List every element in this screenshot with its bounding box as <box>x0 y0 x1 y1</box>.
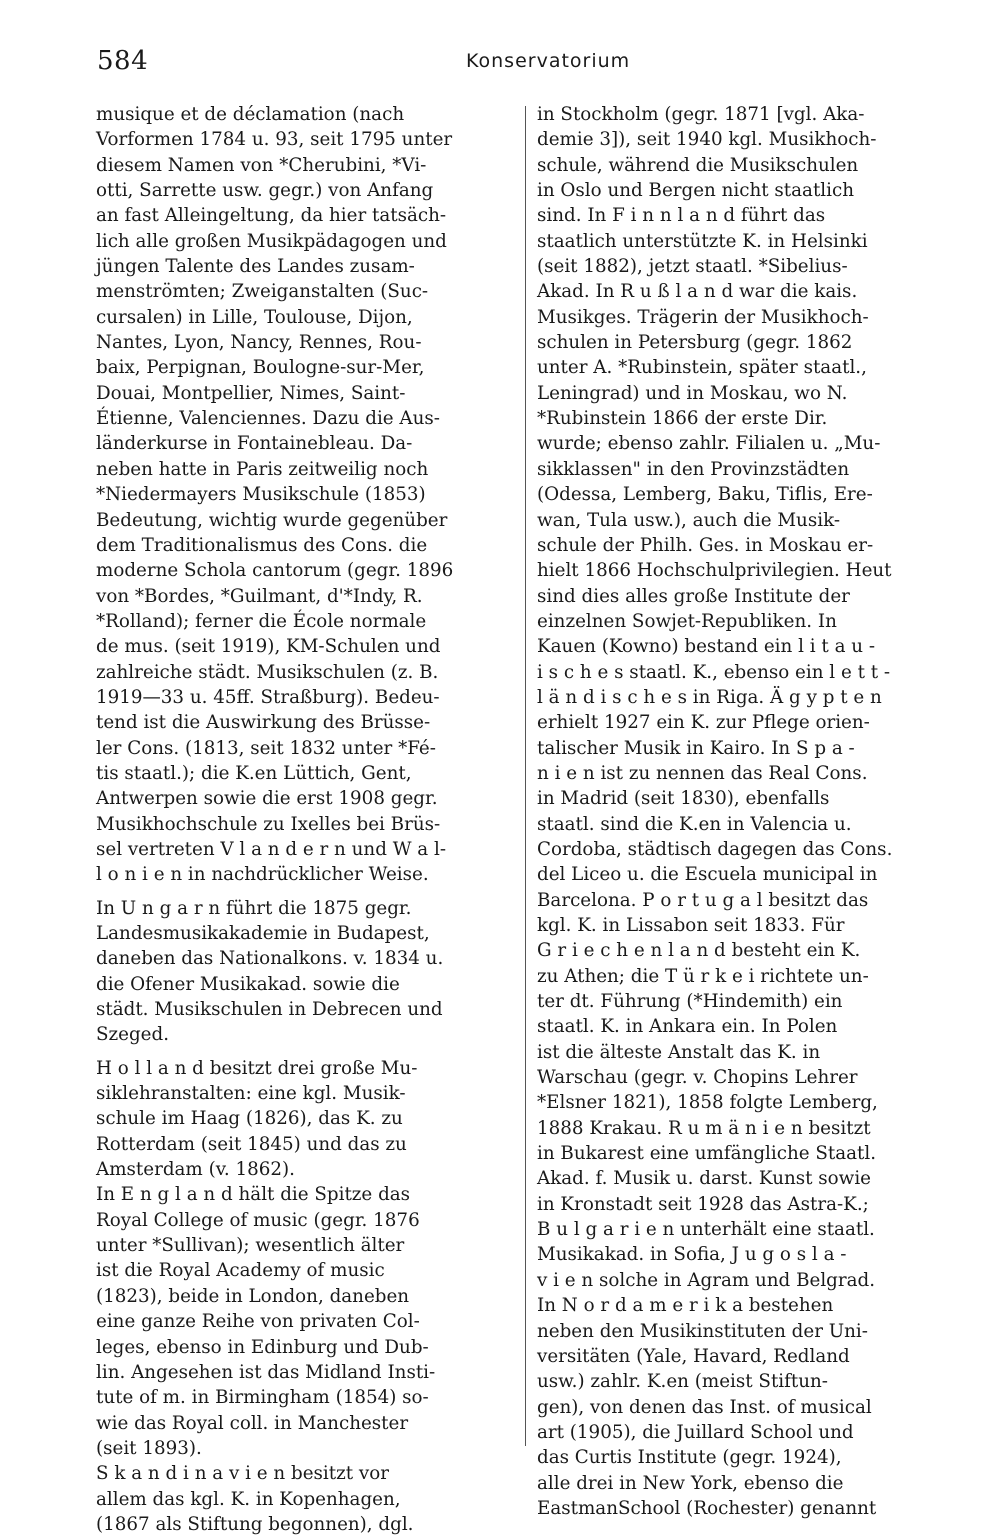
text-line: gen), von denen das Inst. of musical <box>537 1396 872 1418</box>
text-line: versitäten (Yale, Havard, Redland <box>537 1345 850 1367</box>
paragraph-gap <box>96 888 526 896</box>
right-column <box>537 102 955 1521</box>
text-line: sind. In F i n n l a n d führt das <box>537 205 826 227</box>
text-line: menströmten; Zweiganstalten (Suc- <box>96 281 429 303</box>
text-line: staatlich unterstützte K. in Helsinki <box>537 230 868 252</box>
text-line: Vorformen 1784 u. 93, seit 1795 unter <box>96 129 453 151</box>
text-line: an fast Alleingeltung, da hier tatsäch- <box>96 205 447 227</box>
text-line: neben hatte in Paris zeitweilig noch <box>96 458 429 480</box>
text-line: 1919—33 u. 45ff. Straßburg). Bedeu- <box>96 686 440 708</box>
text-line: städt. Musikschulen in Debrecen und <box>96 999 443 1021</box>
text-line: Warschau (gegr. v. Chopins Lehrer <box>537 1067 858 1089</box>
text-line: Szeged. <box>96 1024 170 1046</box>
text-line: das Curtis Institute (gegr. 1924), <box>537 1447 842 1469</box>
text-line: daneben das Nationalkons. v. 1834 u. <box>96 948 444 970</box>
text-line: wie das Royal coll. in Manchester <box>96 1412 409 1434</box>
text-line: Douai, Montpellier, Nimes, Saint- <box>96 382 406 404</box>
text-line: de mus. (seit 1919), KM-Schulen und <box>96 636 441 658</box>
text-line: Kauen (Kowno) bestand ein l i t a u - <box>537 636 876 658</box>
text-line: von *Bordes, *Guilmant, d'*Indy, R. <box>96 585 423 607</box>
left-column <box>96 102 526 1537</box>
text-line: unter *Sullivan); wesentlich älter <box>96 1235 405 1257</box>
text-line: musique et de déclamation (nach <box>96 104 405 125</box>
text-line: EastmanSchool (Rochester) genannt <box>537 1497 877 1519</box>
text-line: cursalen) in Lille, Toulouse, Dijon, <box>96 306 413 328</box>
text-line: del Liceo u. die Escuela municipal in <box>537 864 878 886</box>
text-line: *Elsner 1821), 1858 folgte Lemberg, <box>537 1092 878 1114</box>
text-line: erhielt 1927 ein K. zur Pflege orien- <box>537 712 870 734</box>
text-line: *Rubinstein 1866 der erste Dir. <box>537 408 828 430</box>
text-line: (seit 1893). <box>96 1437 202 1459</box>
text-line: tis staatl.); die K.en Lüttich, Gent, <box>96 762 412 784</box>
text-line: (1867 als Stiftung begonnen), dgl. <box>96 1513 414 1535</box>
text-line: alle drei in New York, ebenso die <box>537 1472 844 1494</box>
text-line: wurde; ebenso zahlr. Filialen u. „Mu- <box>537 433 881 455</box>
text-line: schulen in Petersburg (gegr. 1862 <box>537 332 853 354</box>
text-line: allem das kgl. K. in Kopenhagen, <box>96 1488 401 1510</box>
text-line: Akad. f. Musik u. darst. Kunst sowie <box>537 1168 871 1190</box>
text-line: neben den Musikinstituten der Uni- <box>537 1320 868 1342</box>
text-line: staatl. K. in Ankara ein. In Polen <box>537 1016 838 1038</box>
text-line: Amsterdam (v. 1862). <box>96 1159 295 1181</box>
text-line: tend ist die Auswirkung des Brüsse- <box>96 712 431 734</box>
paragraph-gap <box>96 1048 526 1056</box>
text-line: ler Cons. (1813, seit 1832 unter *Fé- <box>96 737 436 759</box>
text-line: moderne Schola cantorum (gegr. 1896 <box>96 560 454 582</box>
text-line: In N o r d a m e r i k a bestehen <box>537 1295 834 1317</box>
column-divider <box>525 106 526 1446</box>
text-line: Étienne, Valenciennes. Dazu die Aus- <box>96 408 440 430</box>
text-line: i s c h e s staatl. K., ebenso ein l e t t - <box>537 661 891 683</box>
text-line: Barcelona. P o r t u g a l besitzt das <box>537 889 869 911</box>
text-line: lich alle großen Musikpädagogen und <box>96 230 447 252</box>
text-line: Musikges. Trägerin der Musikhoch- <box>537 306 869 328</box>
page-number: 584 <box>97 46 149 76</box>
text-line: l o n i e n in nachdrücklicher Weise. <box>96 864 429 886</box>
text-line: *Rolland); ferner die École normale <box>96 610 427 632</box>
text-line: demie 3]), seit 1940 kgl. Musikhoch- <box>537 129 877 151</box>
text-line: unter A. *Rubinstein, später staatl., <box>537 357 867 379</box>
text-line: talischer Musik in Kairo. In S p a - <box>537 737 855 759</box>
text-line: in Kronstadt seit 1928 das Astra-K.; <box>537 1193 869 1215</box>
text-line: Bedeutung, wichtig wurde gegenüber <box>96 509 448 531</box>
text-line: Akad. In R u ß l a n d war die kais. <box>537 281 858 303</box>
text-line: n i e n ist zu nennen das Real Cons. <box>537 762 868 784</box>
text-line: tute of m. in Birmingham (1854) so- <box>96 1387 429 1409</box>
text-line: Musikakad. in Sofia, J u g o s l a - <box>537 1244 847 1266</box>
text-line: Landesmusikakademie in Budapest, <box>96 923 430 944</box>
text-line: sind dies alles große Institute der <box>537 585 850 607</box>
text-line: (Odessa, Lemberg, Baku, Tiflis, Ere- <box>537 484 873 506</box>
text-line: wan, Tula usw.), auch die Musik- <box>537 509 840 531</box>
running-title: Konservatorium <box>466 50 631 72</box>
text-line: art (1905), die Juillard School und <box>537 1421 854 1443</box>
text-line: ter dt. Führung (*Hindemith) ein <box>537 991 843 1013</box>
text-line: staatl. sind die K.en in Valencia u. <box>537 813 852 835</box>
text-line: baix, Perpignan, Boulogne-sur-Mer, <box>96 357 425 379</box>
text-line: Antwerpen sowie die erst 1908 gegr. <box>96 788 438 810</box>
text-line: Nantes, Lyon, Nancy, Rennes, Rou- <box>96 332 422 354</box>
text-line: usw.) zahlr. K.en (meist Stiftun- <box>537 1371 828 1393</box>
text-line: Royal College of music (gegr. 1876 <box>96 1209 420 1231</box>
text-line: l ä n d i s c h e s in Riga. Ä g y p t e n <box>537 686 882 708</box>
text-line: zu Athen; die T ü r k e i richtete un- <box>537 965 869 987</box>
text-line: In E n g l a n d hält die Spitze das <box>96 1184 411 1206</box>
text-line: schule der Philh. Ges. in Moskau er- <box>537 534 874 556</box>
text-line: Musikhochschule zu Ixelles bei Brüs- <box>96 813 441 835</box>
text-line: Cordoba, städtisch dagegen das Cons. <box>537 838 893 860</box>
text-line: in Oslo und Bergen nicht staatlich <box>537 180 854 202</box>
text-line: 1888 Krakau. R u m ä n i e n besitzt <box>537 1117 871 1139</box>
text-line: (seit 1882), jetzt staatl. *Sibelius- <box>537 256 848 278</box>
text-line: (1823), beide in London, daneben <box>96 1285 410 1307</box>
text-line: lin. Angesehen ist das Midland Insti- <box>96 1361 436 1383</box>
text-line: sikklassen" in den Provinzstädten <box>537 458 850 480</box>
text-line: *Niedermayers Musikschule (1853) <box>96 484 426 506</box>
text-line: sel vertreten V l a n d e r n und W a l- <box>96 838 447 860</box>
text-line: ist die älteste Anstalt das K. in <box>537 1041 821 1063</box>
text-line: die Ofener Musikakad. sowie die <box>96 973 400 995</box>
text-line: in Madrid (seit 1830), ebenfalls <box>537 788 830 810</box>
text-line: schule, während die Musikschulen <box>537 154 859 176</box>
text-line: zahlreiche städt. Musikschulen (z. B. <box>96 661 439 683</box>
text-line: in Bukarest eine umfängliche Staatl. <box>537 1143 877 1165</box>
text-line: hielt 1866 Hochschulprivilegien. Heut <box>537 560 892 582</box>
text-line: länderkurse in Fontainebleau. Da- <box>96 433 413 455</box>
text-line: B u l g a r i e n unterhält eine staatl. <box>537 1219 875 1241</box>
text-line: jüngen Talente des Landes zusam- <box>96 256 415 278</box>
text-line: otti, Sarrette usw. gegr.) von Anfang <box>96 180 434 202</box>
text-line: dem Traditionalismus des Cons. die <box>96 534 428 556</box>
text-line: siklehranstalten: eine kgl. Musik- <box>96 1083 406 1105</box>
text-line: kgl. K. in Lissabon seit 1833. Für <box>537 915 845 936</box>
text-line: S k a n d i n a v i e n besitzt vor <box>96 1463 389 1485</box>
text-line: leges, ebenso in Edinburg und Dub- <box>96 1336 429 1358</box>
text-line: H o l l a n d besitzt drei große Mu- <box>96 1057 418 1079</box>
text-line: in Stockholm (gegr. 1871 [vgl. Aka- <box>537 104 865 125</box>
text-line: Rotterdam (seit 1845) und das zu <box>96 1133 407 1155</box>
text-line: Leningrad) und in Moskau, wo N. <box>537 382 848 404</box>
text-line: ist die Royal Academy of music <box>96 1260 385 1282</box>
text-line: v i e n solche in Agram und Belgrad. <box>537 1269 876 1291</box>
text-line: diesem Namen von *Cherubini, *Vi- <box>96 154 427 176</box>
text-line: einzelnen Sowjet-Republiken. In <box>537 610 837 632</box>
text-line: schule im Haag (1826), das K. zu <box>96 1108 403 1130</box>
text-line: G r i e c h e n l a n d besteht ein K. <box>537 940 861 962</box>
text-line: In U n g a r n führt die 1875 gegr. <box>96 897 412 919</box>
text-line: eine ganze Reihe von privaten Col- <box>96 1311 420 1333</box>
